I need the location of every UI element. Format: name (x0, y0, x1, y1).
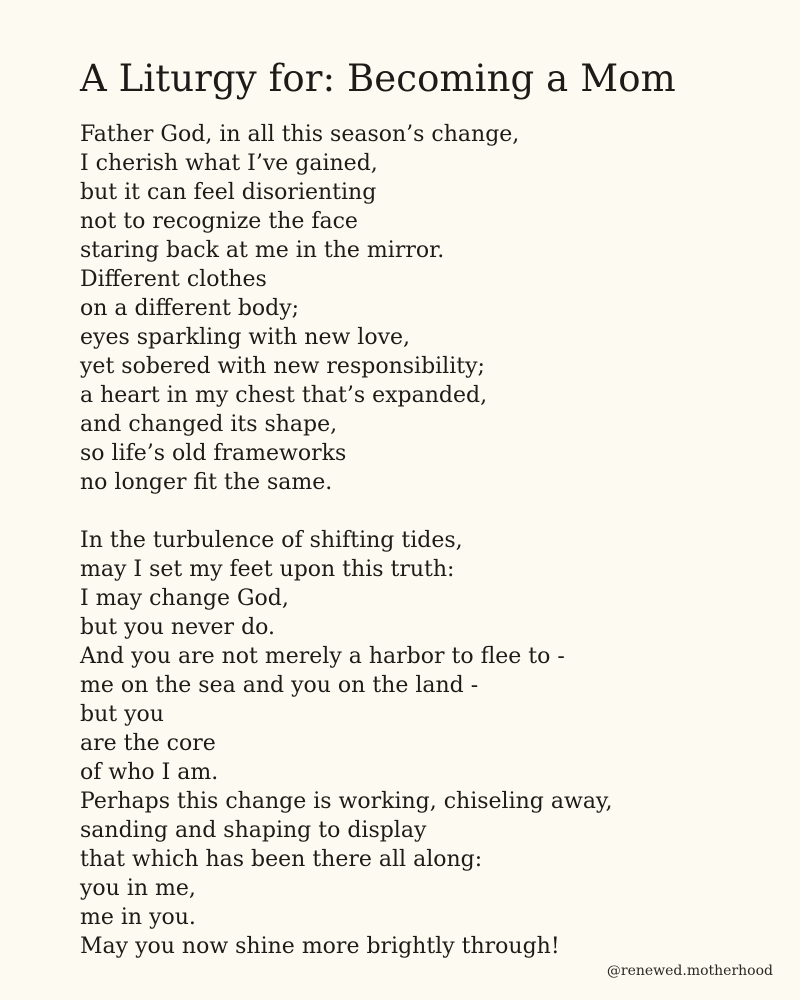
poem-line: yet sobered with new responsibility; (80, 354, 485, 379)
poem-line: I may change God, (80, 586, 289, 611)
poem-line: In the turbulence of shifting tides, (80, 528, 463, 553)
poem-line: and changed its shape, (80, 412, 338, 437)
poem-line: Perhaps this change is working, chiseling away, (80, 789, 613, 814)
poem-line: so life’s old frameworks (80, 441, 347, 466)
poem-line: Different clothes (80, 267, 267, 292)
poem-line: on a different body; (80, 296, 300, 321)
poem-line: And you are not merely a harbor to flee to - (80, 644, 565, 669)
poem-line: me in you. (80, 905, 196, 930)
poem-line: eyes sparkling with new love, (80, 325, 411, 350)
poem-line: sanding and shaping to display (80, 818, 427, 843)
author-handle: @renewed.motherhood (606, 963, 773, 979)
poem-line: you in me, (80, 876, 196, 901)
poem-line: me on the sea and you on the land - (80, 673, 479, 698)
poem-body (80, 120, 760, 961)
poem-line: a heart in my chest that’s expanded, (80, 383, 488, 408)
stanza-2 (80, 526, 760, 961)
poem-line: but it can feel disorienting (80, 180, 377, 205)
poem-line: not to recognize the face (80, 209, 358, 234)
poem-line: but you (80, 702, 164, 727)
poem-line: are the core (80, 731, 216, 756)
poem-title: A Liturgy for: Becoming a Mom (80, 57, 676, 100)
poem-line: May you now shine more brightly through! (80, 934, 560, 959)
poem-line: Father God, in all this season’s change, (80, 122, 520, 147)
stanza-1 (80, 120, 760, 497)
poem-line: may I set my feet upon this truth: (80, 557, 455, 582)
poem-line: that which has been there all along: (80, 847, 483, 872)
poem-line: no longer fit the same. (80, 470, 333, 495)
poem-line: I cherish what I’ve gained, (80, 151, 378, 176)
poem-line: of who I am. (80, 760, 219, 785)
poem-line: staring back at me in the mirror. (80, 238, 445, 263)
poem-line: but you never do. (80, 615, 276, 640)
